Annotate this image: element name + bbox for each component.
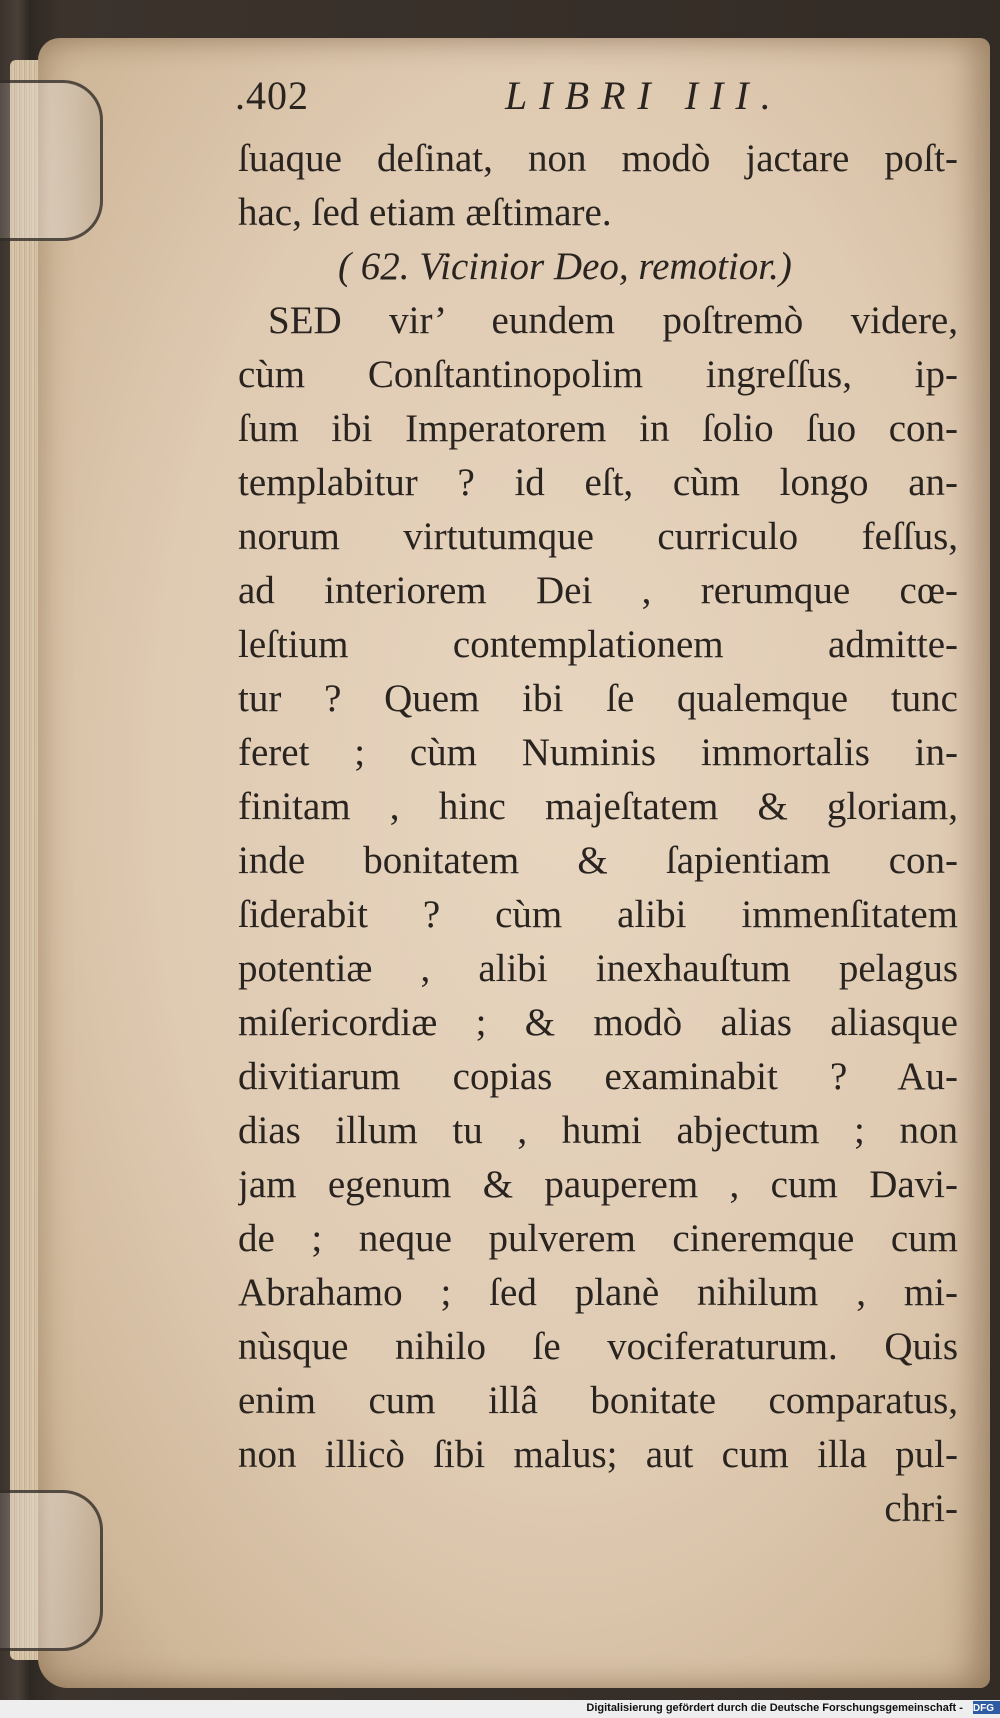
text-line: enim cum illâ bonitate comparatus,	[238, 1379, 958, 1422]
text-line: norum virtutumque curriculo feſſus,	[238, 515, 958, 558]
text-line: finitam , hinc majeſtatem & gloriam,	[238, 785, 958, 828]
text-line: miſericordiæ ; & modò alias aliasque	[238, 1001, 958, 1044]
footer-credit: Digitalisierung gefördert durch die Deutsche Forschungsgemeinschaft -	[586, 1702, 963, 1714]
text-line: potentiæ , alibi inexhauſtum pelagus	[238, 947, 958, 990]
text-line: SED vir’ eundem poſtremò videre,	[268, 299, 958, 342]
text-line: ſum ibi Imperatorem in ſolio ſuo con-	[238, 407, 958, 450]
section-heading: ( 62. Vicinior Deo, remotior.)	[338, 245, 792, 288]
catchword: chri-	[884, 1487, 958, 1530]
running-head: LIBRI III.	[505, 73, 783, 118]
page-number: .402	[235, 73, 309, 118]
page-header	[235, 72, 935, 122]
text-line: inde bonitatem & ſapientiam con-	[238, 839, 958, 882]
dfg-logo: DFG	[973, 1701, 1000, 1714]
text-line: leſtium contemplationem admitte-	[238, 623, 958, 666]
text-line: de ; neque pulverem cineremque cum	[238, 1217, 958, 1260]
text-line: tur ? Quem ibi ſe qualemque tunc	[238, 677, 958, 720]
page-clip-bottom	[0, 1490, 103, 1651]
text-line: ſuaque deſinat, non modò jactare poſt-	[238, 137, 958, 180]
digitization-footer	[0, 1700, 1000, 1718]
text-line: divitiarum copias examinabit ? Au-	[238, 1055, 958, 1098]
text-line: feret ; cùm Numinis immortalis in-	[238, 731, 958, 774]
text-line: nùsque nihilo ſe vociferaturum. Quis	[238, 1325, 958, 1368]
page-clip-top	[0, 80, 103, 241]
text-line: cùm Conſtantinopolim ingreſſus, ip-	[238, 353, 958, 396]
text-line: Abrahamo ; ſed planè nihilum , mi-	[238, 1271, 958, 1314]
text-line: ſiderabit ? cùm alibi immenſitatem	[238, 893, 958, 936]
text-line: dias illum tu , humi abjectum ; non	[238, 1109, 958, 1152]
text-line: ad interiorem Dei , rerumque cœ-	[238, 569, 958, 612]
text-line: non illicò ſibi malus; aut cum illa pul-	[238, 1433, 958, 1476]
text-line: templabitur ? id eſt, cùm longo an-	[238, 461, 958, 504]
body-text	[238, 132, 958, 1536]
text-line: hac, ſed etiam æſtimare.	[238, 191, 612, 234]
text-line: jam egenum & pauperem , cum Davi-	[238, 1163, 958, 1206]
